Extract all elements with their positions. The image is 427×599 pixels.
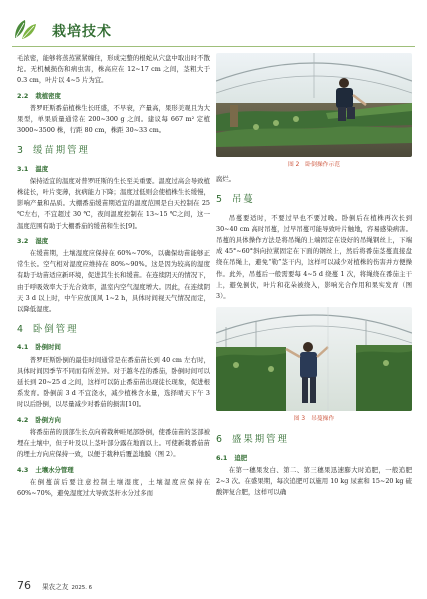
figure-3-photo [216, 307, 412, 411]
heading-5: 5 吊蔓 [216, 194, 255, 206]
section-title: 栽培技术 [52, 24, 112, 40]
paragraph-vine-hanging: 吊蔓要适时，不要过早也不要过晚。卧倒后在植株再次长到 30~40 cm 高时吊蔓，过早吊蔓可能导致叶片触地，容易感染病害。吊蔓的具体操作方法是将吊绳的上端固定在设好的吊绳钢丝上，下端成 45°~60°斜向拉紧固定在下面的钢丝上，然后将番茄茎蔓直接盘绕在吊绳上，避免“勒”茎干内，这样可以减少对植株的伤害并方便操作。此外，吊蔓后一般需要每 4~5 d 绕蔓 1 次，将绳绕在番茄主干上，避免倒伏，叶片和花朵被绕入，影响光合作用和果实发育（图 3）。 [216, 213, 412, 301]
heading-4: 4 卧倒管理 [17, 324, 79, 336]
heading-3: 3 缓苗期管理 [17, 145, 90, 157]
journal-issue: 2025. 6 [71, 585, 93, 591]
heading-6-1: 6.1 追肥 [216, 453, 248, 462]
page-number: 76 [17, 579, 31, 592]
greenhouse-photo-image [216, 53, 412, 157]
heading-4-1: 4.1 卧倒时间 [17, 343, 61, 352]
heading-3-2: 3.2 湿度 [17, 236, 49, 245]
heading-6: 6 盛果期管理 [216, 434, 289, 446]
figure-2-caption: 图 2 卧倒操作示范 [287, 162, 341, 168]
right-column [216, 53, 412, 498]
heading-4-2: 4.2 卧倒方向 [17, 415, 61, 424]
heading-3-1: 3.1 温度 [17, 164, 49, 173]
paragraph-soil-moisture: 在倒蔓前后要注意控制土壤湿度，土壤湿度应保持在 60%~70%，避免湿度过大导致茎秆水分过多而 [17, 477, 210, 497]
paragraph-humidity: 在缓苗期，土壤湿度应保持在 60%~70%，以确保幼苗能够正常生长。空气相对湿度应维持在 80%~90%。这是因为较高的湿度有助于幼苗适应新环境，促进其生长和缓苗。在连续阴天的情况下，由于呼吸效率大于光合效率，温室内空气湿度增大。因此，在连续阴天 3 d 以上时，中午应放顶风 1~2 h，具体时间视天气情况而定，以降低湿度。 [17, 249, 210, 314]
left-column [17, 53, 210, 499]
paragraph-lay-down-direction: 将番茄苗的顶部生长点向着栽种畦尾部卧倒，使番茄苗的茎部被埋在土壤中，但子叶及以上茎叶部分露在地面以上。可使新栽番茄苗的埋土方向应保持一致，以便于栽种后覆盖地膜（图 2）。 [17, 427, 210, 459]
paragraph-temperature: 保持适宜的温度对普罗旺斯的生长至关重要。温度过高会导致植株徒长，叶片变薄，抗病能力下降；温度过低则会使植株生长缓慢，影响产量和品质。大棚番茄缓苗期适宜的温度范围是白天控制在 25 ℃左右，不宜超过 30 ℃，夜间温度控制在 13~15 ℃之间，这一温度范围有助于大棚番茄的缓苗和生长[9]。 [17, 176, 210, 230]
page-footer [17, 574, 92, 593]
paragraph-topdressing: 在第一穗果发白、第二、第三穗果迅速膨大时追肥，一般追肥 2~3 次。在盛果期，每次追肥可以施用 10 kg 尿素和 15~20 kg 硫酸钾复合肥，这样可以确 [216, 465, 412, 497]
header-divider [12, 46, 415, 47]
paragraph-lay-down-time: 普罗旺斯卧倒的最佳时间通常是在番茄苗长到 40 cm 左右时，具体时间因季节不同而有所差异。对于越冬茬的番茄，卧倒时间可以延长到 20~25 d 之间，这样可以防止番茄苗出现徒长现象，促进根系发育。卧倒前 3 d 不宜浇水，减少植株含水量，选择晴天下午 3 时以后卧倒，以尽量减少对番茄的损害[10]。 [17, 355, 210, 409]
heading-4-3: 4.3 土壤水分管理 [17, 465, 74, 474]
heading-2-2: 2.2 栽植密度 [17, 91, 61, 100]
leaf-icon [12, 18, 38, 40]
vine-hanging-photo-image [216, 307, 412, 411]
intro-paragraph: 毛浓密，能够将蒸蒸紧紧缠住，形成完整的根蛇从穴盘中取出时不散坨。无机械损伤和病虫害，株高应在 12~17 cm 之间，茎粗大于 0.3 cm，叶片以 4~5 片为宜。 [17, 54, 210, 85]
continuation-text: 腐烂。 [216, 175, 236, 184]
figure-2-photo [216, 53, 412, 157]
journal-name: 果农之友 2025. 6 [42, 583, 93, 591]
page-header [0, 0, 427, 52]
figure-3-caption: 图 3 吊蔓操作 [293, 416, 335, 423]
paragraph-planting-density: 普罗旺斯番茄植株生长旺盛，不早衰，产量高，果形美观且为大果型，单果质量通常在 200~300 g 之间。建议每 667 m² 定植 3000~3500 株，行距 80 cm，株距 30~33 cm。 [17, 103, 210, 135]
